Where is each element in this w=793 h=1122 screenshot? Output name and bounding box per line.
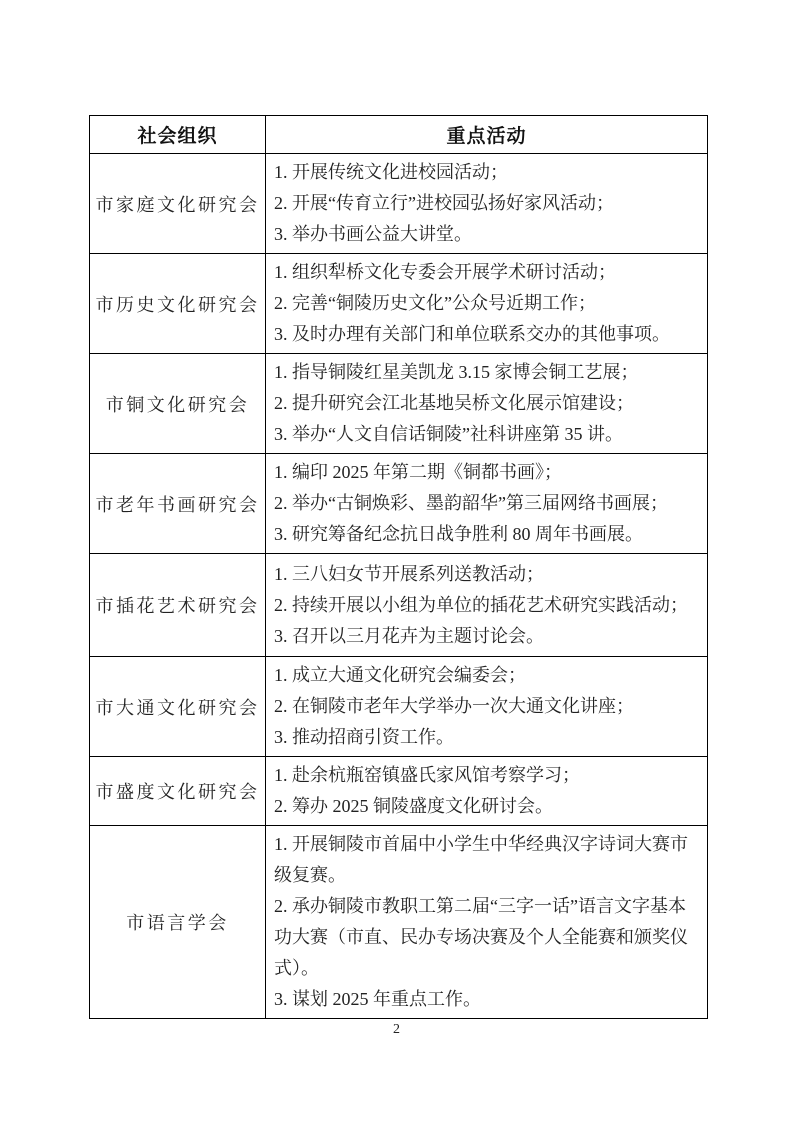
activity-line: 3. 召开以三月花卉为主题讨论会。: [274, 625, 544, 646]
table-header-row: [90, 116, 708, 154]
activity-line: 2. 承办铜陵市教职工第二届“三字一话”语言文字基本功大赛（市直、民办专场决赛及个人全能赛和颁奖仪式）。: [274, 896, 688, 978]
table-row: [90, 254, 708, 354]
activity-line: 1. 指导铜陵红星美凯龙 3.15 家博会铜工艺展；: [274, 362, 639, 382]
org-cell: 市盛度文化研究会: [90, 757, 266, 826]
org-cell: 市插花艺术研究会: [90, 554, 266, 657]
activity-line: 1. 编印 2025 年第二期《铜都书画》；: [274, 462, 562, 482]
header-social-organization: 社会组织: [90, 116, 266, 154]
activity-line: 2. 举办“古铜焕彩、墨韵韶华”第三届网络书画展；: [274, 493, 668, 513]
activity-line: 2. 完善“铜陵历史文化”公众号近期工作；: [274, 293, 596, 313]
org-cell: 市老年书画研究会: [90, 454, 266, 554]
activity-line: 3. 研究筹备纪念抗日战争胜利 80 周年书画展。: [274, 524, 643, 544]
activity-line: 2. 开展“传育立行”进校园弘扬好家风活动；: [274, 193, 614, 213]
activities-table: [89, 115, 708, 1019]
activity-line: 3. 及时办理有关部门和单位联系交办的其他事项。: [274, 324, 670, 344]
activities-cell: [266, 354, 708, 454]
activity-line: 2. 筹办 2025 铜陵盛度文化研讨会。: [274, 796, 553, 816]
page-number: 2: [393, 1022, 400, 1037]
table-row: [90, 554, 708, 657]
activity-line: 3. 举办“人文自信话铜陵”社科讲座第 35 讲。: [274, 424, 623, 444]
activity-line: 1. 开展传统文化进校园活动；: [274, 162, 508, 182]
activity-line: 1. 开展铜陵市首届中小学生中华经典汉字诗词大赛市级复赛。: [274, 834, 688, 885]
org-cell: 市铜文化研究会: [90, 354, 266, 454]
activity-line: 3. 举办书画公益大讲堂。: [274, 224, 472, 244]
activities-cell: [266, 826, 708, 1019]
activities-cell: [266, 254, 708, 354]
table-row: [90, 757, 708, 826]
org-cell: 市语言学会: [90, 826, 266, 1019]
activity-line: 1. 三八妇女节开展系列送教活动；: [274, 563, 544, 584]
activities-cell: [266, 657, 708, 757]
header-key-activities: 重点活动: [266, 116, 708, 154]
table-row: [90, 154, 708, 254]
activity-line: 1. 赴余杭瓶窑镇盛氏家风馆考察学习；: [274, 765, 580, 785]
activity-line: 3. 谋划 2025 年重点工作。: [274, 989, 481, 1009]
activities-cell: [266, 154, 708, 254]
activities-cell: [266, 554, 708, 657]
activities-cell: [266, 757, 708, 826]
org-cell: 市大通文化研究会: [90, 657, 266, 757]
org-cell: 市家庭文化研究会: [90, 154, 266, 254]
activity-line: 2. 在铜陵市老年大学举办一次大通文化讲座；: [274, 696, 634, 716]
activity-line: 1. 组织犁桥文化专委会开展学术研讨活动；: [274, 262, 616, 282]
activity-line: 1. 成立大通文化研究会编委会；: [274, 665, 526, 685]
table-row: [90, 826, 708, 1019]
activity-line: 2. 提升研究会江北基地吴桥文化展示馆建设；: [274, 393, 634, 413]
activities-cell: [266, 454, 708, 554]
activity-line: 3. 推动招商引资工作。: [274, 727, 454, 747]
activity-line: 2. 持续开展以小组为单位的插花艺术研究实践活动；: [274, 594, 688, 615]
table-row: [90, 354, 708, 454]
table-row: [90, 454, 708, 554]
table-row: [90, 657, 708, 757]
org-cell: 市历史文化研究会: [90, 254, 266, 354]
